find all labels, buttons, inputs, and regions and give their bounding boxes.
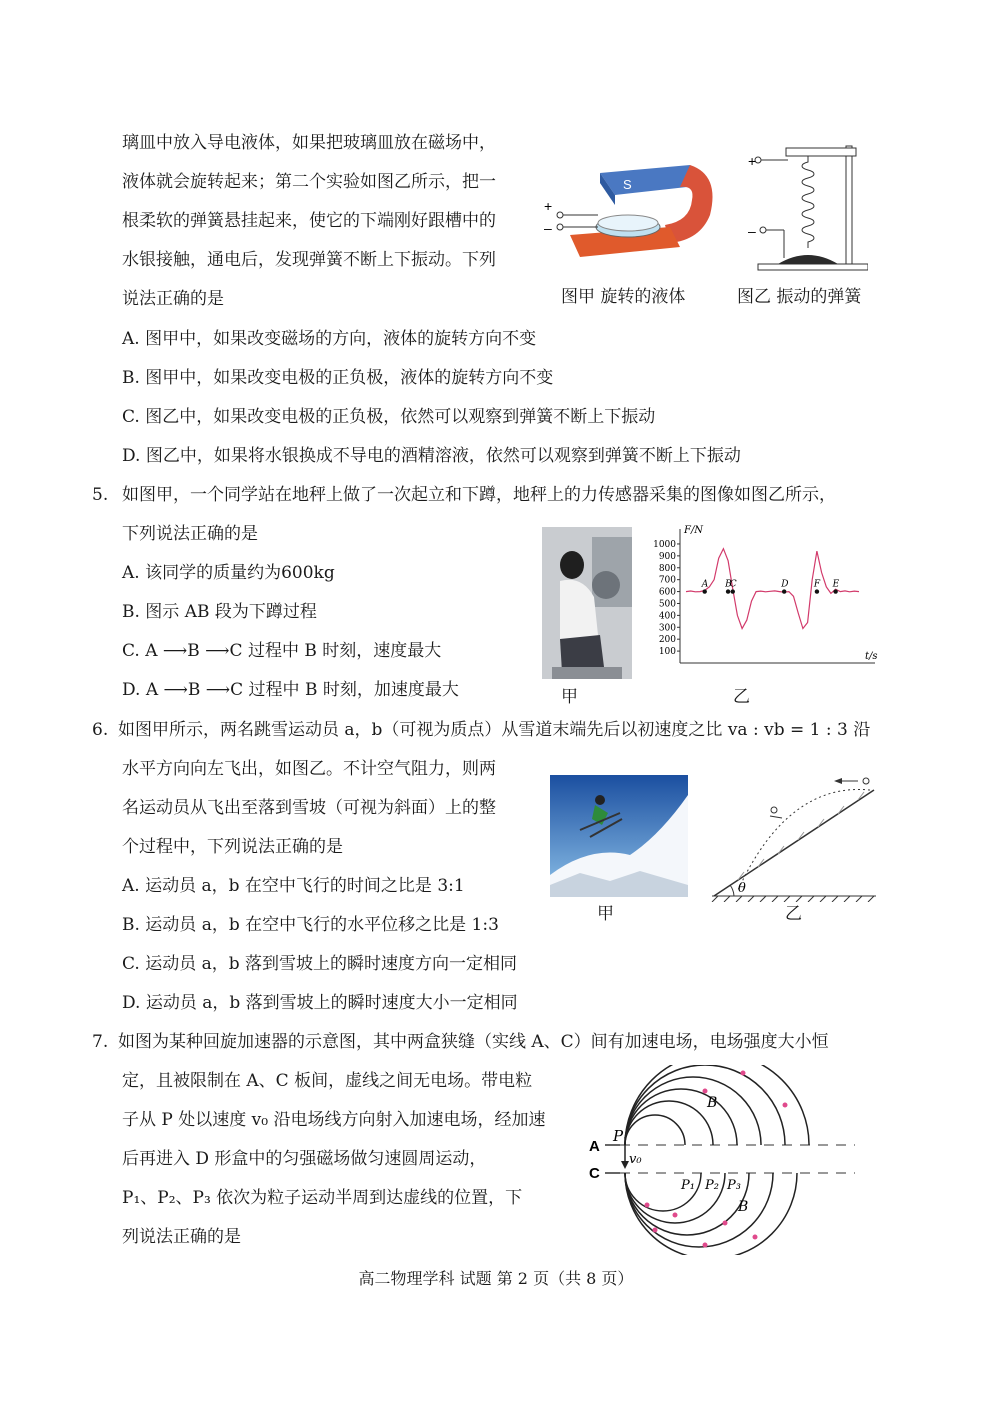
q6-line-4: 个过程中，下列说法正确的是 xyxy=(122,837,343,857)
point-label-C: C xyxy=(729,579,737,590)
svg-text:–: – xyxy=(748,223,756,239)
q6-number: 6. xyxy=(92,720,109,740)
skier-start xyxy=(863,778,869,784)
q4-option-a: A. 图甲中，如果改变磁场的方向，液体的旋转方向不变 xyxy=(122,329,537,349)
svg-text:+: + xyxy=(748,153,757,169)
mercury-trough xyxy=(778,255,838,264)
s-label: S xyxy=(623,177,632,192)
q4-option-d: D. 图乙中，如果将水银换成不导电的酒精溶液，依然可以观察到弹簧不断上下振动 xyxy=(122,446,741,466)
q7-line-5: P₁、P₂、P₃ 依次为粒子运动半周到达虚线的位置，下 xyxy=(122,1188,523,1208)
cyclotron-diagram xyxy=(585,1065,860,1255)
slope-diagram xyxy=(708,772,880,902)
q6-option-c: C. 运动员 a，b 落到雪坡上的瞬时速度方向一定相同 xyxy=(122,954,518,974)
stand-base xyxy=(758,264,868,270)
photo-label-jia: 甲 xyxy=(561,687,578,707)
x-axis-label: t/s xyxy=(865,651,878,662)
force-time-chart xyxy=(650,523,880,683)
ski-jump-photo xyxy=(550,775,688,897)
label-c: C xyxy=(589,1165,600,1182)
q5-line-1: 如图甲，一个同学站在地秤上做了一次起立和下蹲，地秤上的力传感器采集的图像如图乙所示， xyxy=(122,485,836,505)
y-tick-label: 400 xyxy=(658,611,676,622)
page-footer: 高二物理学科 试题 第 2 页（共 8 页） xyxy=(358,1269,634,1288)
q4-line-2: 液体就会旋转起来；第二个实验如图乙所示，把一 xyxy=(122,172,496,192)
point-B xyxy=(726,589,730,593)
label-a: A xyxy=(589,1138,600,1155)
label-p2: P₂ xyxy=(705,1178,719,1193)
q6-option-b: B. 运动员 a，b 在空中飞行的水平位移之比是 1:3 xyxy=(122,915,499,935)
q5-option-c: C. A ⟶B ⟶C 过程中 B 时刻，速度最大 xyxy=(122,641,442,661)
point-label-E: E xyxy=(832,579,840,590)
graph-label-yi: 乙 xyxy=(733,687,750,707)
spring xyxy=(802,156,814,248)
q6-option-d: D. 运动员 a，b 落到雪坡上的瞬时速度大小一定相同 xyxy=(122,993,518,1013)
point-A xyxy=(703,589,707,593)
fig-a-caption: 图甲 旋转的液体 xyxy=(561,287,686,307)
label-b-bottom: B xyxy=(738,1199,749,1215)
scale xyxy=(552,667,622,679)
vibrating-spring-figure xyxy=(748,140,868,275)
y-tick-label: 600 xyxy=(658,587,676,598)
y-axis-label: F/N xyxy=(684,525,704,536)
label-b-top: B xyxy=(707,1095,718,1111)
q7-line-2: 定，且被限制在 A、C 板间，虚线之间无电场。带电粒 xyxy=(122,1071,533,1091)
point-E xyxy=(833,589,837,593)
y-tick-label: 300 xyxy=(658,623,676,634)
label-p3: P₃ xyxy=(727,1178,741,1193)
q5-option-d: D. A ⟶B ⟶C 过程中 B 时刻，加速度最大 xyxy=(122,680,459,700)
angle-label: θ xyxy=(738,881,746,896)
svg-text:–: – xyxy=(544,220,552,236)
y-tick-label: 100 xyxy=(658,647,676,658)
point-D xyxy=(782,589,786,593)
y-tick-label: 1000 xyxy=(653,539,676,550)
fig-b-caption: 图乙 振动的弹簧 xyxy=(737,287,862,307)
svg-text:+: + xyxy=(544,198,553,214)
q4-option-c: C. 图乙中，如果改变电极的正负极，依然可以观察到弹簧不断上下振动 xyxy=(122,407,656,427)
q4-line-1: 璃皿中放入导电液体，如果把玻璃皿放在磁场中， xyxy=(122,133,496,153)
q4-line-4: 水银接触，通电后，发现弹簧不断上下振动。下列 xyxy=(122,250,496,270)
ski-photo-label: 甲 xyxy=(597,904,614,924)
q7-line-1: 如图为某种回旋加速器的示意图，其中两盒狭缝（实线 A、C）间有加速电场，电场强度大小恒 xyxy=(118,1032,829,1052)
q5-option-b: B. 图示 AB 段为下蹲过程 xyxy=(122,602,317,622)
q5-option-a: A. 该同学的质量约为600kg xyxy=(122,563,335,583)
q7-line-4: 后再进入 D 形盒中的匀强磁场做匀速圆周运动， xyxy=(122,1149,487,1169)
rotating-liquid-figure xyxy=(540,155,720,265)
point-C xyxy=(731,589,735,593)
y-tick-label: 200 xyxy=(658,635,676,646)
q4-line-5: 说法正确的是 xyxy=(122,289,224,309)
q6-line-2: 水平方向向左飞出，如图乙。不计空气阻力，则两 xyxy=(122,759,496,779)
label-p1: P₁ xyxy=(681,1178,695,1193)
student-head xyxy=(560,551,584,579)
q5-number: 5. xyxy=(92,485,109,505)
q7-line-3: 子从 P 处以速度 v₀ 沿电场线方向射入加速电场，经加速 xyxy=(122,1110,546,1130)
skier-mid xyxy=(771,807,777,813)
q6-line-1: 如图甲所示，两名跳雪运动员 a，b（可视为质点）从雪道末端先后以初速度之比 va : vb = 1 : 3 沿 xyxy=(118,720,871,740)
y-tick-label: 500 xyxy=(658,599,676,610)
slope-label: 乙 xyxy=(785,904,802,924)
stand-pole xyxy=(846,146,852,270)
q5-line-2: 下列说法正确的是 xyxy=(122,524,258,544)
y-tick-label: 900 xyxy=(658,551,676,562)
q7-number: 7. xyxy=(92,1032,109,1052)
point-label-A: A xyxy=(701,579,709,590)
point-label-F: F xyxy=(813,579,821,590)
trajectory xyxy=(738,789,870,890)
point-F xyxy=(815,589,819,593)
point-label-B: B xyxy=(725,579,732,590)
label-p: P xyxy=(613,1127,624,1145)
q6-option-a: A. 运动员 a，b 在空中飞行的时间之比是 3:1 xyxy=(122,876,465,896)
label-v0: v₀ xyxy=(629,1152,642,1167)
y-tick-label: 700 xyxy=(658,575,676,586)
q6-line-3: 名运动员从飞出至落到雪坡（可视为斜面）上的整 xyxy=(122,798,496,818)
q4-option-b: B. 图甲中，如果改变电极的正负极，液体的旋转方向不变 xyxy=(122,368,554,388)
student-photo xyxy=(542,527,632,679)
q4-line-3: 根柔软的弹簧悬挂起来，使它的下端刚好跟槽中的 xyxy=(122,211,496,231)
point-label-D: D xyxy=(781,579,789,590)
y-tick-label: 800 xyxy=(658,563,676,574)
q7-line-6: 列说法正确的是 xyxy=(122,1227,241,1247)
